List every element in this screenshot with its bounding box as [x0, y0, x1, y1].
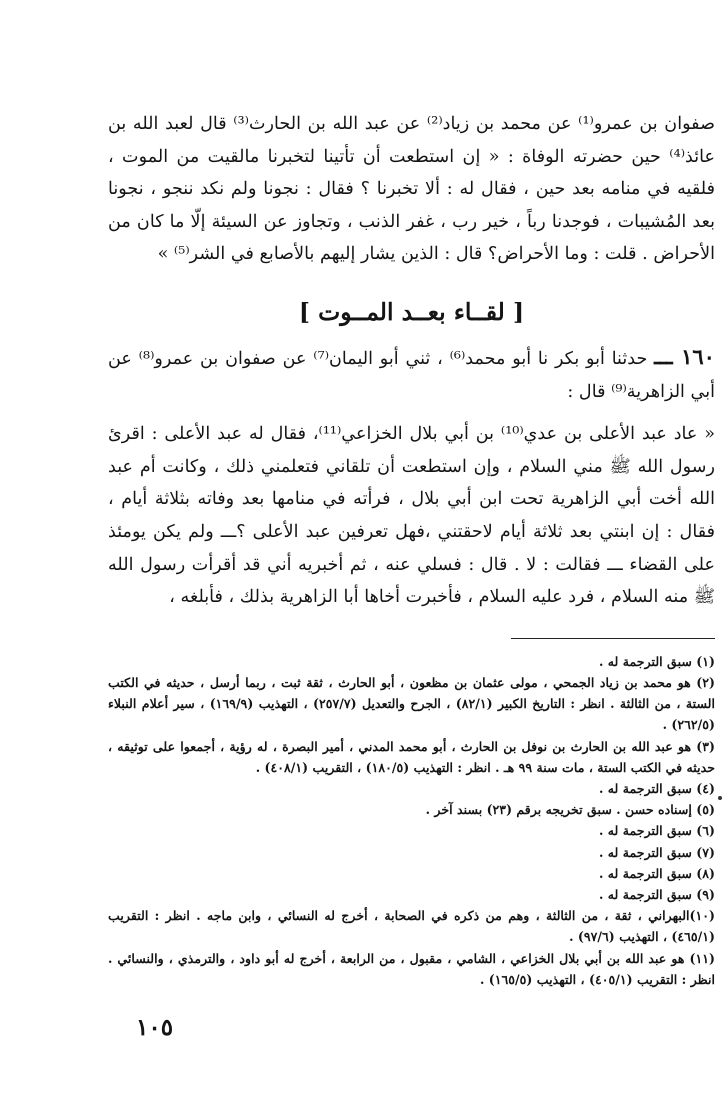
margin-mark [718, 796, 722, 800]
footnote-7: (٧) سبق الترجمة له . [599, 844, 715, 860]
footnote-5: (٥) إسناده حسن . سبق تخريجه برقم (٢٣) بسند آخر . [425, 802, 715, 818]
footnote-2: (٢) هو محمد بن زياد الجمحي ، مولى عثمان بن مظعون ، أبو الحارث ، ثقة ثبت ، ربما أرسل ، حديثه في الكتب الستة ، من الثالثة . انظر : التاريخ الكبير (٨٢/١) ، الجرح والتعديل (٢٥٧/٧) ، التهذيب (١٦٩/٩) ، سير أعلام النبلاء (٢٦٢/٥) . [108, 674, 716, 733]
footnotes-list [108, 651, 715, 990]
hadith-chain-paragraph [108, 341, 715, 408]
hadith-chain-text: حدثنا أبو بكر نا أبو محمد⁽⁶⁾ ، ثني أبو اليمان⁽⁷⁾ عن صفوان بن عمرو⁽⁸⁾ عن أبي الزاهرية⁽⁹⁾ قال : [108, 348, 715, 402]
footnote-9: (٩) سبق الترجمة له . [599, 886, 715, 902]
section-heading: [ لقــاء بعــد المــوت ] [298, 297, 525, 326]
footnote-3: (٣) هو عبد الله بن الحارث بن نوفل بن الحارث ، أبو محمد المدني ، أمير البصرة ، له رؤية ، أجمعوا على توثيقه ، حديثه في الكتب الستة ، مات سنة ٩٩ هـ . انظر : التهذيب (١٨٠/٥) ، التقريب (٤٠٨/١) . [108, 738, 715, 775]
hadith-number: ١٦٠ ـــ [654, 343, 715, 369]
footnote-11: (١١) هو عبد الله بن أبي بلال الخزاعي ، الشامي ، مقبول ، من الرابعة ، أخرج له أبو داود ، والترمذي ، والنسائي . انظر : التقريب (٤٠٥/١) ، التهذيب (١٦٥/٥) . [108, 950, 715, 987]
hadith-text-paragraph: « عاد عبد الأعلى بن عدي⁽¹⁰⁾ بن أبي بلال الخزاعي⁽¹¹⁾، فقال له عبد الأعلى : اقرئ رسول الله ﷺ مني السلام ، وإن استطعت أن تلقاني فتعلمني ذلك ، وكانت أم عبد الله أخت أبي الزاهرية تحت ابن أبي بلال ، فرأته في منامها بعد وفاته بثلاثة أيام ، فقال : إن ابنتي بعد ثلاثة أيام لاحقتني ،فهل تعرفين عبد الأعلى ؟ـــ ولم يكن يومئذ على القضاء ـــ فقالت : لا . قال : فسلي عنه ، ثم أخبريه أني قد أقرأت رسول الله ﷺ منه السلام ، فرد عليه السلام ، فأخبرت أخاها أبا الزاهرية بذلك ، فأبلغه ، [108, 424, 715, 608]
page-content [108, 108, 715, 990]
footnote-8: (٨) سبق الترجمة له . [599, 865, 715, 881]
footnote-4: (٤) سبق الترجمة له . [599, 780, 715, 796]
footnote-divider [511, 638, 715, 639]
section-heading-wrap [108, 298, 715, 326]
footnote-6: (٦) سبق الترجمة له . [599, 823, 715, 839]
footnote-10: (١٠)البهراني ، ثقة ، من الثالثة ، وهم من ذكره في الصحابة ، أخرج له النسائي ، وابن ماجه . انظر : التقريب (٤٦٥/١) ، التهذيب (٩٧/٦) . [108, 908, 715, 945]
page-number: ١٠٥ [136, 1014, 174, 1041]
footnote-1: (١) سبق الترجمة له . [599, 653, 715, 669]
paragraph-continued: صفوان بن عمرو⁽¹⁾ عن محمد بن زياد⁽²⁾ عن عبد الله بن الحارث⁽³⁾ قال لعبد الله بن عائذ⁽⁴⁾ حين حضرته الوفاة : « إن استطعت أن تأتينا لتخبرنا مالقيت من الموت ، فلقيه في منامه بعد حين ، فقال له : ألا تخبرنا ؟ فقال : نجونا ولم نكد ننجو ، نجونا بعد المُشيبات ، فوجدنا رباً ، خير رب ، غفر الذنب ، وتجاوز عن السيئة إلّا ما كان من الأحراض . قلت : وما الأحراض؟ قال : الذين يشار إليهم بالأصابع في الشر⁽⁵⁾ » [108, 114, 716, 265]
